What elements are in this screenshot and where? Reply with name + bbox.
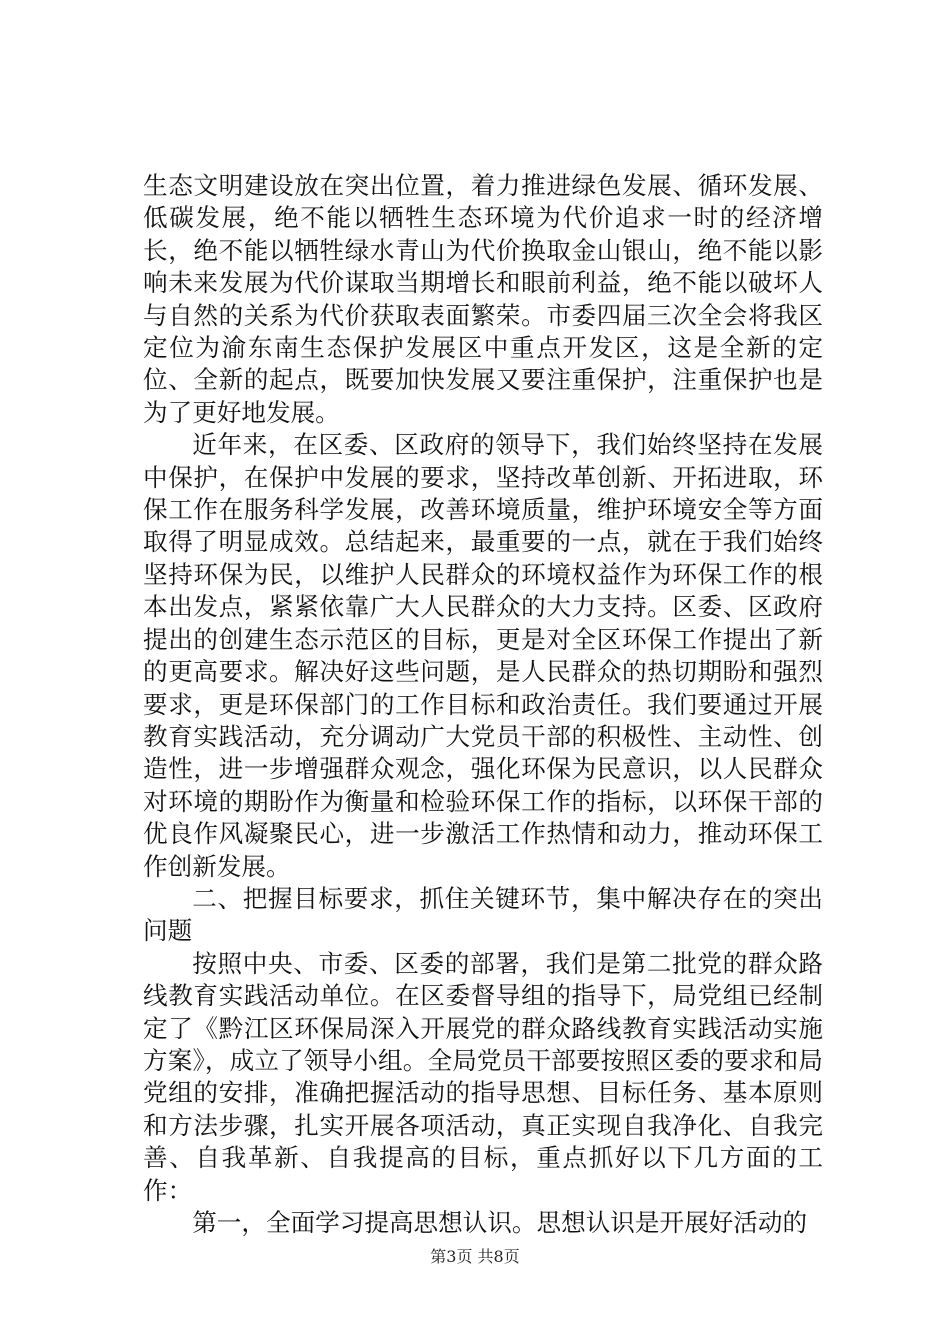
paragraph-3: 按照中央、市委、区委的部署，我们是第二批党的群众路线教育实践活动单位。在区委督导组的指导下，局党组已经制定了《黔江区环保局深入开展党的群众路线教育实践活动实施方案》，成立了领导小组。全局党员干部要按照区委的要求和局党组的安排，准确把握活动的指导思想、目标任务、基本原则和方法步骤，扎实开展各项活动，真正实现自我净化、自我完善、自我革新、自我提高的目标，重点抓好以下几方面的工作：	[143, 948, 823, 1205]
paragraph-2: 近年来，在区委、区政府的领导下，我们始终坚持在发展中保护，在保护中发展的要求，坚持改革创新、开拓进取，环保工作在服务科学发展，改善环境质量，维护环境安全等方面取得了明显成效。总结起来，最重要的一点，就在于我们始终坚持环保为民，以维护人民群众的环境权益作为环保工作的根本出发点，紧紧依靠广大人民群众的大力支持。区委、区政府提出的创建生态示范区的目标，更是对全区环保工作提出了新的更高要求。解决好这些问题，是人民群众的热切期盼和强烈要求，更是环保部门的工作目标和政治责任。我们要通过开展教育实践活动，充分调动广大党员干部的积极性、主动性、创造性，进一步增强群众观念，强化环保为民意识，以人民群众对环境的期盼作为衡量和检验环保工作的指标，以环保干部的优良作风凝聚民心，进一步激活工作热情和动力，推动环保工作创新发展。	[143, 430, 823, 881]
page-number-footer: 第3页 共8页	[430, 1247, 520, 1266]
paragraph-4: 第一，全面学习提高思想认识。思想认识是开展好活动的	[192, 1208, 808, 1237]
section-heading-2: 二、把握目标要求，抓住关键环节，集中解决存在的突出问题	[143, 883, 823, 946]
document-body	[143, 170, 823, 1239]
paragraph-1: 生态文明建设放在突出位置，着力推进绿色发展、循环发展、低碳发展，绝不能以牺牲生态环境为代价追求一时的经济增长，绝不能以牺牲绿水青山为代价换取金山银山，绝不能以影响未来发展为代价谋取当期增长和眼前利益，绝不能以破坏人与自然的关系为代价获取表面繁荣。市委四届三次全会将我区定位为渝东南生态保护发展区中重点开发区，这是全新的定位、全新的起点，既要加快发展又要注重保护，注重保护也是为了更好地发展。	[143, 171, 823, 427]
